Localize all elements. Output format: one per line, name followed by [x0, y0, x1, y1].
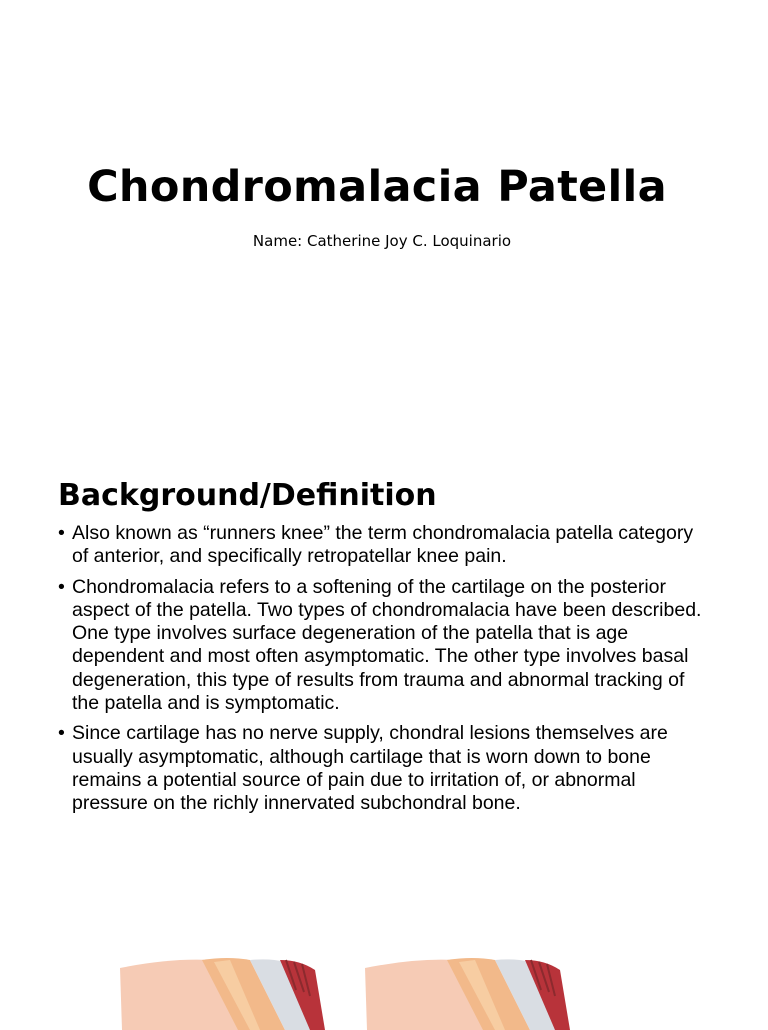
content-slide	[0, 452, 768, 1024]
bullet-list	[58, 522, 708, 823]
bullet-marker: •	[58, 722, 65, 745]
bullet-item	[58, 722, 708, 815]
bullet-item	[58, 576, 708, 716]
author-name: Name: Catherine Joy C. Loquinario	[252, 232, 512, 250]
bullet-text: Since cartilage has no nerve supply, chondral lesions themselves are usually asymptomatic, although cartilage that is worn down to bone remains a potential source of pain due to irritation of, or abnormal pressure on the richly innervated subchondral bone.	[72, 722, 668, 815]
slide-title: Chondromalacia Patella	[87, 162, 667, 212]
section-heading: Background/Definition	[58, 478, 437, 513]
bullet-item	[58, 522, 708, 569]
bullet-text: Also known as “runners knee” the term chondromalacia patella category of anterior, and specifically retropatellar knee pain.	[72, 522, 694, 568]
bullet-marker: •	[58, 575, 65, 598]
title-slide	[0, 0, 768, 452]
knee-anatomy-illustration	[355, 930, 575, 1030]
bullet-marker: •	[58, 522, 65, 544]
knee-anatomy-illustration	[110, 930, 330, 1030]
bullet-text: Chondromalacia refers to a softening of the cartilage on the posterior aspect of the patella. Two types of chondromalacia have been described. One type involves surface degeneration of the patella that is age dependent and most often asymptomatic. The other type involves basal degeneration, this type of results from trauma and abnormal tracking of the patella and is symptomatic.	[72, 575, 702, 715]
